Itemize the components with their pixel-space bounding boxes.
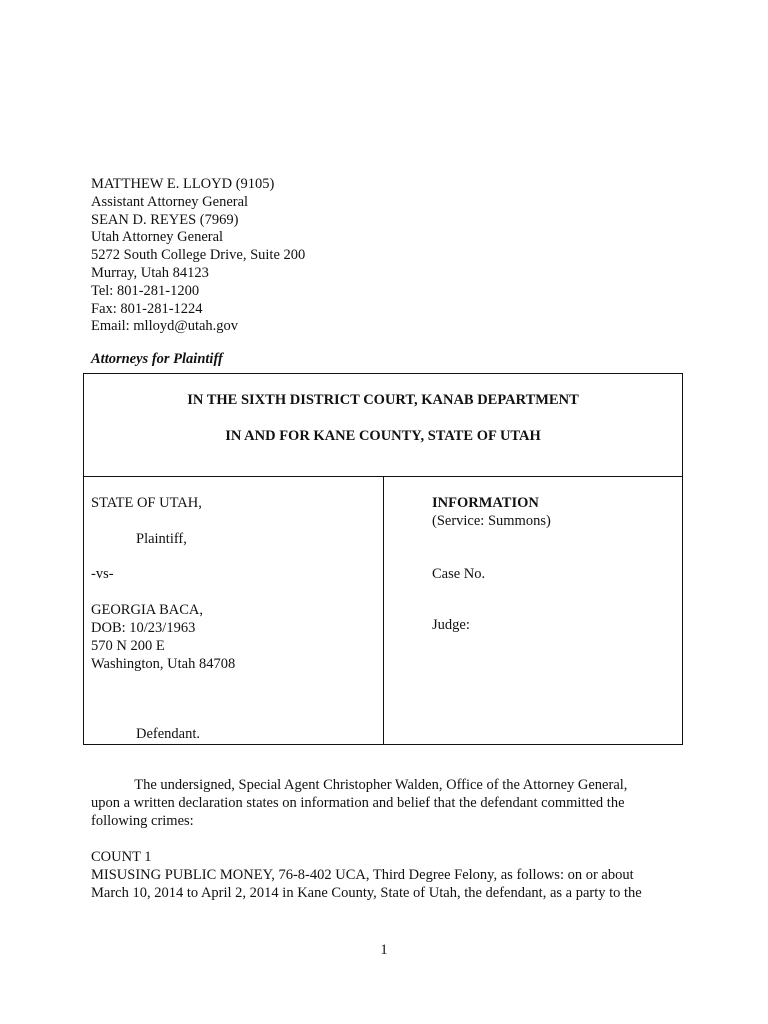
- attorney-line: Utah Attorney General: [91, 229, 224, 246]
- plaintiff-role: Plaintiff,: [136, 531, 187, 547]
- defendant-dob: DOB: 10/23/1963: [91, 620, 196, 636]
- document-title: INFORMATION: [432, 495, 539, 511]
- defendant-name: GEORGIA BACA,: [91, 602, 203, 618]
- case-number-label: Case No.: [432, 566, 486, 582]
- attorney-line: MATTHEW E. LLOYD (9105): [91, 176, 275, 192]
- attorney-email: Email: mlloyd@utah.gov: [91, 318, 239, 335]
- attorneys-for-label: Attorneys for Plaintiff: [91, 351, 223, 367]
- paragraph-line: following crimes:: [91, 812, 194, 829]
- information-cell: [384, 477, 682, 744]
- defendant-role: Defendant.: [136, 726, 201, 742]
- declaration-paragraph: [91, 777, 681, 830]
- count-line: March 10, 2014 to April 2, 2014 in Kane County, State of Utah, the defendant, as a party to the: [91, 884, 642, 901]
- attorney-block: [91, 176, 591, 336]
- attorney-line: Tel: 801-281-1200: [91, 282, 200, 299]
- judge-label: Judge:: [432, 617, 470, 633]
- attorney-line: Fax: 801-281-1224: [91, 300, 203, 317]
- paragraph-line: upon a written declaration states on information and belief that the defendant committed the: [91, 794, 625, 811]
- attorney-line: Assistant Attorney General: [91, 193, 249, 210]
- case-caption-box: [83, 373, 683, 745]
- paragraph-line: The undersigned, Special Agent Christopher Walden, Office of the Attorney General,: [91, 777, 628, 793]
- defendant-address-city: Washington, Utah 84708: [91, 656, 236, 672]
- count-heading: COUNT 1: [91, 849, 152, 865]
- page-number: 1: [380, 942, 388, 958]
- count-line: MISUSING PUBLIC MONEY, 76-8-402 UCA, Third Degree Felony, as follows: on or about: [91, 866, 634, 883]
- court-name: IN THE SIXTH DISTRICT COURT, KANAB DEPARTMENT: [187, 392, 579, 408]
- attorney-line: Murray, Utah 84123: [91, 264, 209, 281]
- count-section: [91, 849, 691, 902]
- attorney-line: SEAN D. REYES (7969): [91, 211, 239, 228]
- court-header: [84, 374, 682, 477]
- versus-label: -vs-: [91, 566, 114, 582]
- plaintiff-name: STATE OF UTAH,: [91, 495, 202, 511]
- defendant-address-street: 570 N 200 E: [91, 638, 165, 654]
- parties-cell: [84, 477, 384, 744]
- service-type: (Service: Summons): [432, 513, 551, 529]
- court-jurisdiction: IN AND FOR KANE COUNTY, STATE OF UTAH: [225, 428, 541, 444]
- attorney-line: 5272 South College Drive, Suite 200: [91, 247, 306, 264]
